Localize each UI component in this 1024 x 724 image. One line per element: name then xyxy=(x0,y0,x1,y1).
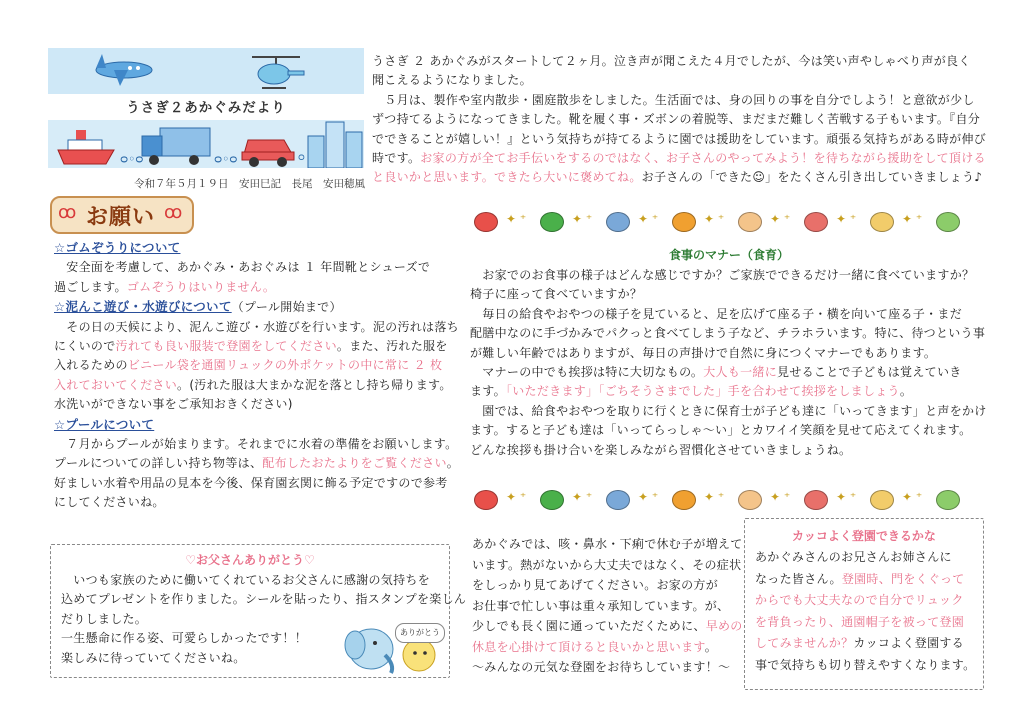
text-line xyxy=(372,110,982,129)
highlight-text: 入れておいてください xyxy=(54,377,178,392)
text-line xyxy=(755,612,981,634)
text-line xyxy=(755,655,981,677)
body-text: ます。 xyxy=(470,384,506,399)
sparkle-icon: ✦ ⁺ xyxy=(704,212,725,226)
header-banner: うさぎ２あかぐみだより ᴑ◦ᴑ ᴑ◦ᴑ ᴑ xyxy=(48,48,364,182)
body-text: お子さんの「できた☺」をたくさん引き出していきましょう♪ xyxy=(641,170,983,185)
highlight-text: 配布したおたよりをご覧ください xyxy=(262,456,447,471)
father-thanks-box xyxy=(50,544,467,678)
body-text: 園では、給食やおやつを取りに行くときに保育士が子ども達に「いってきます」と声をかけ xyxy=(470,403,987,418)
cool-box-title: カッコよく登園できるかな xyxy=(792,529,936,543)
text-line: 楽しみに待っていてくださいね。 xyxy=(61,650,246,665)
body-text: 。 xyxy=(704,639,718,654)
text-line: だりしました。 xyxy=(61,611,148,626)
text-line xyxy=(472,657,742,678)
text-line xyxy=(755,633,981,655)
body-text: ずつ持てるようになってきました。靴を履く事・ズボンの着脱等、まだまだ難しく苦戦する子もいます。『自分 xyxy=(372,112,981,127)
text-line xyxy=(54,454,460,473)
text-line xyxy=(470,305,990,324)
body-text: でできることが嬉しい！』という気持ちが持てるように園では援助をしています。頑張る気持ちがある時が伸び xyxy=(372,131,987,146)
fish-icon xyxy=(606,490,630,510)
text-line xyxy=(755,569,981,591)
text-line xyxy=(470,382,990,401)
manners-section xyxy=(470,266,990,460)
text-line xyxy=(470,402,990,421)
sparkle-icon: ✦ ⁺ xyxy=(770,490,791,504)
buildings-icon xyxy=(304,118,364,168)
onegai-section xyxy=(54,238,460,513)
fish-icon xyxy=(606,212,630,232)
tomato-icon xyxy=(474,212,498,232)
candy-icon xyxy=(804,490,828,510)
text-line xyxy=(755,547,981,569)
text-line xyxy=(372,71,982,90)
body-text: 〜みんなの元気な登園をお待ちしています！〜 xyxy=(472,660,731,674)
body-text: 過ごします。 xyxy=(54,279,127,294)
airplane-icon xyxy=(84,50,164,90)
cherry-icon: ꝏ xyxy=(164,202,183,223)
highlight-text: 汚れても良い服装で登園をしてください xyxy=(115,339,337,354)
sparkle-icon: ✦ ⁺ xyxy=(902,490,923,504)
text-line: 込めてプレゼントを作りました。シールを貼ったり、指スタンプを楽しん xyxy=(61,592,467,607)
sparkle-icon: ✦ ⁺ xyxy=(704,490,725,504)
body-text: ます。すると子ども達は「いってらっしゃ〜い」とカワイイ笑顔を見せて応えてくれます。 xyxy=(470,423,972,438)
body-text: 少しでも長く園に通っていただくために、 xyxy=(472,619,706,633)
newsletter-title: うさぎ２あかぐみだより xyxy=(126,100,286,116)
body-text: あかぐみでは、咳・鼻水・下痢で休む子が増えて xyxy=(472,537,743,551)
highlight-text: ビニール袋を通園リュックの外ポケットの中に常に ２ 枚 xyxy=(127,358,443,373)
text-line xyxy=(470,344,990,363)
highlight-text: と良いかと思います。できたら大いに褒めてね。 xyxy=(372,170,642,185)
truck-icon xyxy=(138,124,214,168)
sparkle-icon: ✦ ⁺ xyxy=(638,212,659,226)
candy-icon xyxy=(804,212,828,232)
body-text: をしっかり見てあげてください。お家の方が xyxy=(472,578,719,592)
pepper-icon xyxy=(540,490,564,510)
cabbage-icon xyxy=(936,212,960,232)
text-line xyxy=(54,258,448,277)
body-text: 安全面を考慮して、あかぐみ・あおぐみは １ 年間靴とシューズで xyxy=(54,260,431,275)
food-divider-top xyxy=(474,210,984,234)
body-text: 椅子に座って食べていますか？ xyxy=(470,287,643,302)
sparkle-icon: ✦ ⁺ xyxy=(770,212,791,226)
body-text: います。熱がないから大丈夫ではなく、その症状 xyxy=(472,557,742,572)
text-line xyxy=(54,356,448,375)
text-line xyxy=(54,474,448,493)
body-text: が難しい年齢ではありますが、毎日の声掛けで自然に身につくマナーでもあります。 xyxy=(470,345,937,360)
body-text: 時です。 xyxy=(372,151,421,166)
text-line xyxy=(54,493,448,512)
text-line xyxy=(372,130,987,149)
potato-icon xyxy=(870,212,894,232)
body-text: 。また、汚れた服を xyxy=(336,339,448,354)
section-heading-note: （プール開始まで） xyxy=(231,300,342,315)
highlight-text: してみませんか？ xyxy=(755,636,854,650)
body-text: うさぎ ２ あかぐみがスタートして２ヶ月。泣き声が聞こえた４月でしたが、今は笑い声やしゃべり声が良く xyxy=(372,54,971,68)
pepper-icon xyxy=(540,212,564,232)
text-line xyxy=(472,596,742,617)
section-heading-text: ☆プールについて xyxy=(54,416,155,432)
carrot-icon xyxy=(672,490,696,510)
section-heading xyxy=(54,415,448,435)
body-text: 。 xyxy=(899,384,913,399)
car-icon xyxy=(238,128,298,168)
body-text: マナーの中でも挨拶は特に大切なもの。 xyxy=(470,365,704,380)
text-line xyxy=(470,285,990,304)
date-line: 令和７年５月１９日 安田巳記 長尾 安田穂風 xyxy=(134,178,365,190)
text-line xyxy=(755,590,981,612)
body-text: カッコよく登園する xyxy=(853,636,964,650)
food-divider-bottom xyxy=(474,488,984,512)
text-line xyxy=(54,318,459,337)
body-text: ７月からプールが始まります。それまでに水着の準備をお願いします。 xyxy=(54,437,458,452)
body-text: 好ましい水着や用品の見本を今後、保育園玄関に飾る予定ですので参考 xyxy=(54,475,448,490)
highlight-text: からでも大丈夫なので自分でリュック xyxy=(755,593,964,607)
cabbage-icon xyxy=(936,490,960,510)
text-line xyxy=(470,324,990,343)
body-text: 水洗いができない事をご承知おきください) xyxy=(54,397,293,412)
text-line xyxy=(54,337,448,356)
text-line xyxy=(54,278,448,297)
text-line xyxy=(470,421,990,440)
onegai-label: お願い xyxy=(86,205,156,230)
body-text: 毎日の給食やおやつの様子を見ていると、足を広げて座る子・横を向いて座る子・まだ xyxy=(470,306,963,321)
body-text: なった皆さん。 xyxy=(755,571,842,586)
cool-box-body xyxy=(755,547,981,676)
potato-icon xyxy=(870,490,894,510)
text-line: いつも家族のために働いてくれているお父さんに感謝の気持ちを xyxy=(61,573,431,587)
body-text: 配膳中なのに手づかみでパクっと食べてしまう子など、チラホラいます。特に、待つという事 xyxy=(470,326,986,341)
health-section xyxy=(472,534,742,678)
body-text: にしてくださいね。 xyxy=(54,495,165,510)
manners-heading: 食事のマナー（食育） xyxy=(668,248,789,262)
sparkle-icon: ✦ ⁺ xyxy=(902,212,923,226)
section-heading xyxy=(54,297,448,317)
sparkle-icon: ✦ ⁺ xyxy=(506,212,527,226)
text-line xyxy=(470,266,990,285)
sparkle-icon: ✦ ⁺ xyxy=(836,490,857,504)
cherry-icon: ꝏ xyxy=(58,202,77,223)
sparkle-icon: ✦ ⁺ xyxy=(638,490,659,504)
text-line xyxy=(472,637,742,658)
body-text: あかぐみさんのお兄さんお姉さんに xyxy=(755,550,952,564)
text-line xyxy=(54,395,448,414)
highlight-text: を背負ったり、通園帽子を被って登園 xyxy=(755,614,965,629)
carrot-icon xyxy=(672,212,696,232)
text-line xyxy=(372,149,986,168)
cool-arrival-box xyxy=(744,518,984,690)
text-line xyxy=(470,363,990,382)
body-text: お仕事で忙しい事は重々承知しています。が、 xyxy=(472,598,730,613)
text-line xyxy=(472,575,742,596)
onion-icon xyxy=(738,490,762,510)
highlight-text: ゴムぞうりはいりません。 xyxy=(126,279,276,294)
body-text: お家でのお食事の様子はどんな感じですか？ご家族でできるだけ一緒に食べていますか？ xyxy=(470,268,975,282)
body-text: 事で気持ちも切り替えやすくなります。 xyxy=(755,657,976,672)
body-text: その日の天候により、泥んこ遊び・水遊びを行います。泥の汚れは落ち xyxy=(54,319,459,334)
intro-section xyxy=(372,52,987,188)
body-text: にくいので xyxy=(54,339,116,354)
sparkle-icon: ✦ ⁺ xyxy=(572,212,593,226)
text-line xyxy=(472,534,742,555)
onegai-badge xyxy=(50,196,194,234)
text-line xyxy=(372,168,982,187)
body-text: プールについての詳しい持ち物等は、 xyxy=(54,456,263,471)
text-line xyxy=(54,376,452,395)
section-heading-text: ☆泥んこ遊び・水遊びについて xyxy=(54,299,232,315)
highlight-text: 早めの xyxy=(705,619,743,633)
text-line xyxy=(54,435,458,454)
bubble-text: ありがとう xyxy=(400,628,440,637)
section-heading-text: ☆ゴムぞうりについて xyxy=(54,240,181,255)
body-text: 入れるための xyxy=(54,358,128,373)
sparkle-icon: ✦ ⁺ xyxy=(836,212,857,226)
ship-icon xyxy=(54,124,118,168)
sparkle-icon: ✦ ⁺ xyxy=(572,490,593,504)
body-text: 見せることで子どもは覚えていき xyxy=(777,365,962,380)
body-text: 。(汚れた服は大まかな泥を落とし持ち帰ります。 xyxy=(177,377,452,392)
onion-icon xyxy=(738,212,762,232)
text-line xyxy=(372,52,982,71)
body-text: ５月は、製作や室内散歩・園庭散歩をしました。生活面では、身の回りの事を自分でしよう！と意欲が少し xyxy=(372,92,975,107)
helicopter-icon xyxy=(244,52,308,92)
body-text: どんな挨拶も掛け合いを楽しみながら習慣化させていきましょうね。 xyxy=(470,442,852,457)
tomato-icon xyxy=(474,490,498,510)
thanks-speech-bubble xyxy=(395,623,445,643)
text-line xyxy=(472,616,742,637)
text-line xyxy=(372,91,982,110)
text-line xyxy=(470,441,990,460)
text-line: 一生懸命に作る姿、可愛らしかったです！！ xyxy=(61,631,308,646)
highlight-text: 「いただきます」「ごちそうさまでした」手を合わせて挨拶をしましょう xyxy=(505,384,900,399)
sparkle-icon: ✦ ⁺ xyxy=(506,490,527,504)
section-heading xyxy=(54,238,448,258)
body-text: 。 xyxy=(446,456,460,471)
highlight-text: 休息を心掛けて頂けると良いかと思います xyxy=(472,639,705,654)
highlight-text: 大人も一緒に xyxy=(703,365,778,380)
text-line xyxy=(472,555,742,576)
highlight-text: 登園時、門をくぐって xyxy=(841,571,965,586)
body-text: 聞こえるようになりました。 xyxy=(372,73,532,88)
highlight-text: お家の方が全てお手伝いをするのではなく、お子さんのやってみよう！を待ちながら援助をして頂ける xyxy=(420,151,986,166)
father-box-title: ♡お父さんありがとう♡ xyxy=(185,553,315,567)
